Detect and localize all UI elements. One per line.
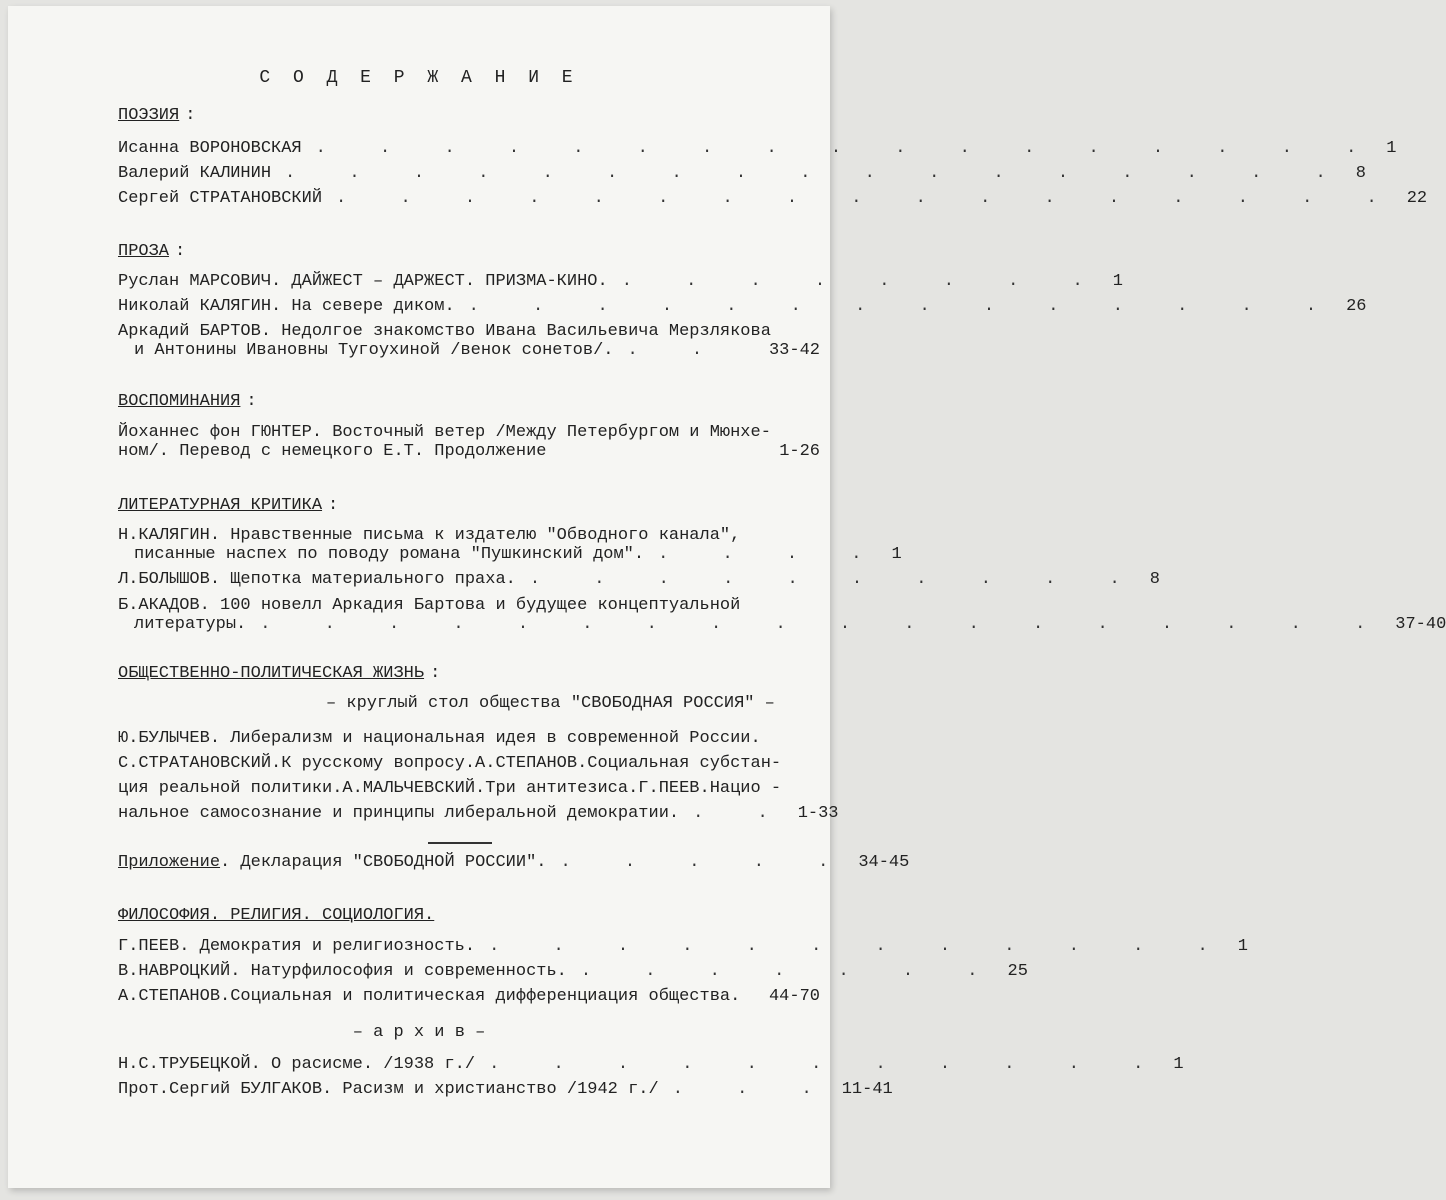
toc-entry: Николай КАЛЯГИН. На севере диком. . . . . . . . . . . . . . . 26 bbox=[118, 297, 1367, 316]
page-title: С О Д Е Р Ж А Н И Е bbox=[259, 68, 579, 88]
section-heading-prose: ПРОЗА : bbox=[118, 242, 186, 261]
toc-entry: А.СТЕПАНОВ.Социальная и политическая дифференциация общества. 44-70 bbox=[118, 987, 820, 1006]
section-heading-memoirs: ВОСПОМИНАНИЯ : bbox=[118, 392, 257, 411]
leader-dots: . . . . . . . . . . . . . . . . . bbox=[315, 139, 1379, 158]
toc-entry: В.НАВРОЦКИЙ. Натурфилософия и современность. . . . . . . . 25 bbox=[118, 962, 1028, 981]
leader-dots: . . . . . . . . bbox=[621, 272, 1105, 291]
section-heading-criticism: ЛИТЕРАТУРНАЯ КРИТИКА : bbox=[118, 496, 339, 515]
typewritten-page bbox=[8, 6, 1446, 1188]
toc-entry: писанные наспех по поводу романа "Пушкинский дом". . . . . 1 bbox=[134, 545, 902, 564]
politics-text-line: Ю.БУЛЫЧЕВ. Либерализм и национальная идея в современной России. bbox=[118, 729, 761, 748]
leader-dots: . . . . . . . bbox=[580, 962, 1000, 981]
toc-entry: литературы. . . . . . . . . . . . . . . . . . . 37-40 bbox=[134, 615, 1446, 634]
leader-dots: . . bbox=[693, 804, 790, 823]
toc-entry: Г.ПЕЕВ. Демократия и религиозность. . . . . . . . . . . . . 1 bbox=[118, 937, 1248, 956]
section-heading-politics: ОБЩЕСТВЕННО-ПОЛИТИЧЕСКАЯ ЖИЗНЬ : bbox=[118, 664, 441, 683]
leader-dots: . . . . . . . . . . . . . . bbox=[468, 297, 1339, 316]
leader-dots: . . . . . . . . . . . . . . . . . bbox=[285, 164, 1348, 183]
toc-entry: нальное самосознание и принципы либеральной демократии. . . 1-33 bbox=[118, 804, 839, 823]
toc-entry: Сергей СТРАТАНОВСКИЙ . . . . . . . . . . . . . . . . . 22 bbox=[118, 189, 1428, 208]
politics-text-line: С.СТРАТАНОВСКИЙ.К русскому вопросу.А.СТЕПАНОВ.Социальная субстан- bbox=[118, 754, 782, 773]
toc-entry: Руслан МАРСОВИЧ. ДАЙЖЕСТ – ДАРЖЕСТ. ПРИЗМА-КИНО. . . . . . . . . 1 bbox=[118, 272, 1123, 291]
toc-entry-line: Н.КАЛЯГИН. Нравственные письма к издателю "Обводного канала", bbox=[118, 526, 741, 545]
leader-dots: . . . . bbox=[658, 545, 884, 564]
leader-dots: . . . bbox=[672, 1080, 834, 1099]
leader-dots: . . . . . . . . . . . . . . . . . bbox=[336, 189, 1399, 208]
separator-rule bbox=[428, 842, 492, 844]
toc-entry-line: Йоханнес фон ГЮНТЕР. Восточный ветер /Между Петербургом и Мюнхе- bbox=[118, 423, 771, 442]
section-heading-philosophy: ФИЛОСОФИЯ. РЕЛИГИЯ. СОЦИОЛОГИЯ. bbox=[118, 906, 435, 925]
toc-entry: и Антонины Ивановны Тугоухиной /венок сонетов/. . . 33-42 bbox=[134, 341, 820, 360]
leader-dots: . . . . . . . . . . bbox=[529, 570, 1142, 589]
toc-entry: Прот.Сергий БУЛГАКОВ. Расизм и христианство /1942 г./ . . . 11-41 bbox=[118, 1080, 893, 1099]
section-heading-poetry: ПОЭЗИЯ : bbox=[118, 106, 196, 125]
toc-entry: Н.С.ТРУБЕЦКОЙ. О расисме. /1938 г./ . . . . . . . . . . . 1 bbox=[118, 1055, 1184, 1074]
roundtable-subheading: – круглый стол общества "СВОБОДНАЯ РОССИЯ" – bbox=[326, 694, 775, 713]
archive-heading: – а р х и в – bbox=[352, 1023, 486, 1042]
politics-text-line: ция реальной политики.А.МАЛЬЧЕВСКИЙ.Три антитезиса.Г.ПЕЕВ.Нацио - bbox=[118, 779, 782, 798]
toc-entry-appendix: Приложение. Декларация "СВОБОДНОЙ РОССИИ". . . . . . 34-45 bbox=[118, 853, 910, 872]
toc-entry-line: Б.АКАДОВ. 100 новелл Аркадия Бартова и будущее концептуальной bbox=[118, 596, 741, 615]
leader-dots: . . . . . bbox=[560, 853, 851, 872]
leader-dots: . . bbox=[627, 341, 725, 360]
toc-entry: Л.БОЛЫШОВ. Щепотка материального праха. . . . . . . . . . . 8 bbox=[118, 570, 1160, 589]
leader-dots: . . . . . . . . . . . bbox=[489, 1055, 1166, 1074]
toc-entry: Исанна ВОРОНОВСКАЯ . . . . . . . . . . . . . . . . . 1 bbox=[118, 139, 1397, 158]
toc-entry: ном/. Перевод с немецкого Е.Т. Продолжение 1-26 bbox=[118, 442, 820, 461]
toc-entry: Валерий КАЛИНИН . . . . . . . . . . . . . . . . . 8 bbox=[118, 164, 1366, 183]
leader-dots: . . . . . . . . . . . . . . . . . . bbox=[260, 615, 1388, 634]
leader-dots: . . . . . . . . . . . . bbox=[489, 937, 1230, 956]
toc-entry-line: Аркадий БАРТОВ. Недолгое знакомство Ивана Васильевича Мерзлякова bbox=[118, 322, 771, 341]
